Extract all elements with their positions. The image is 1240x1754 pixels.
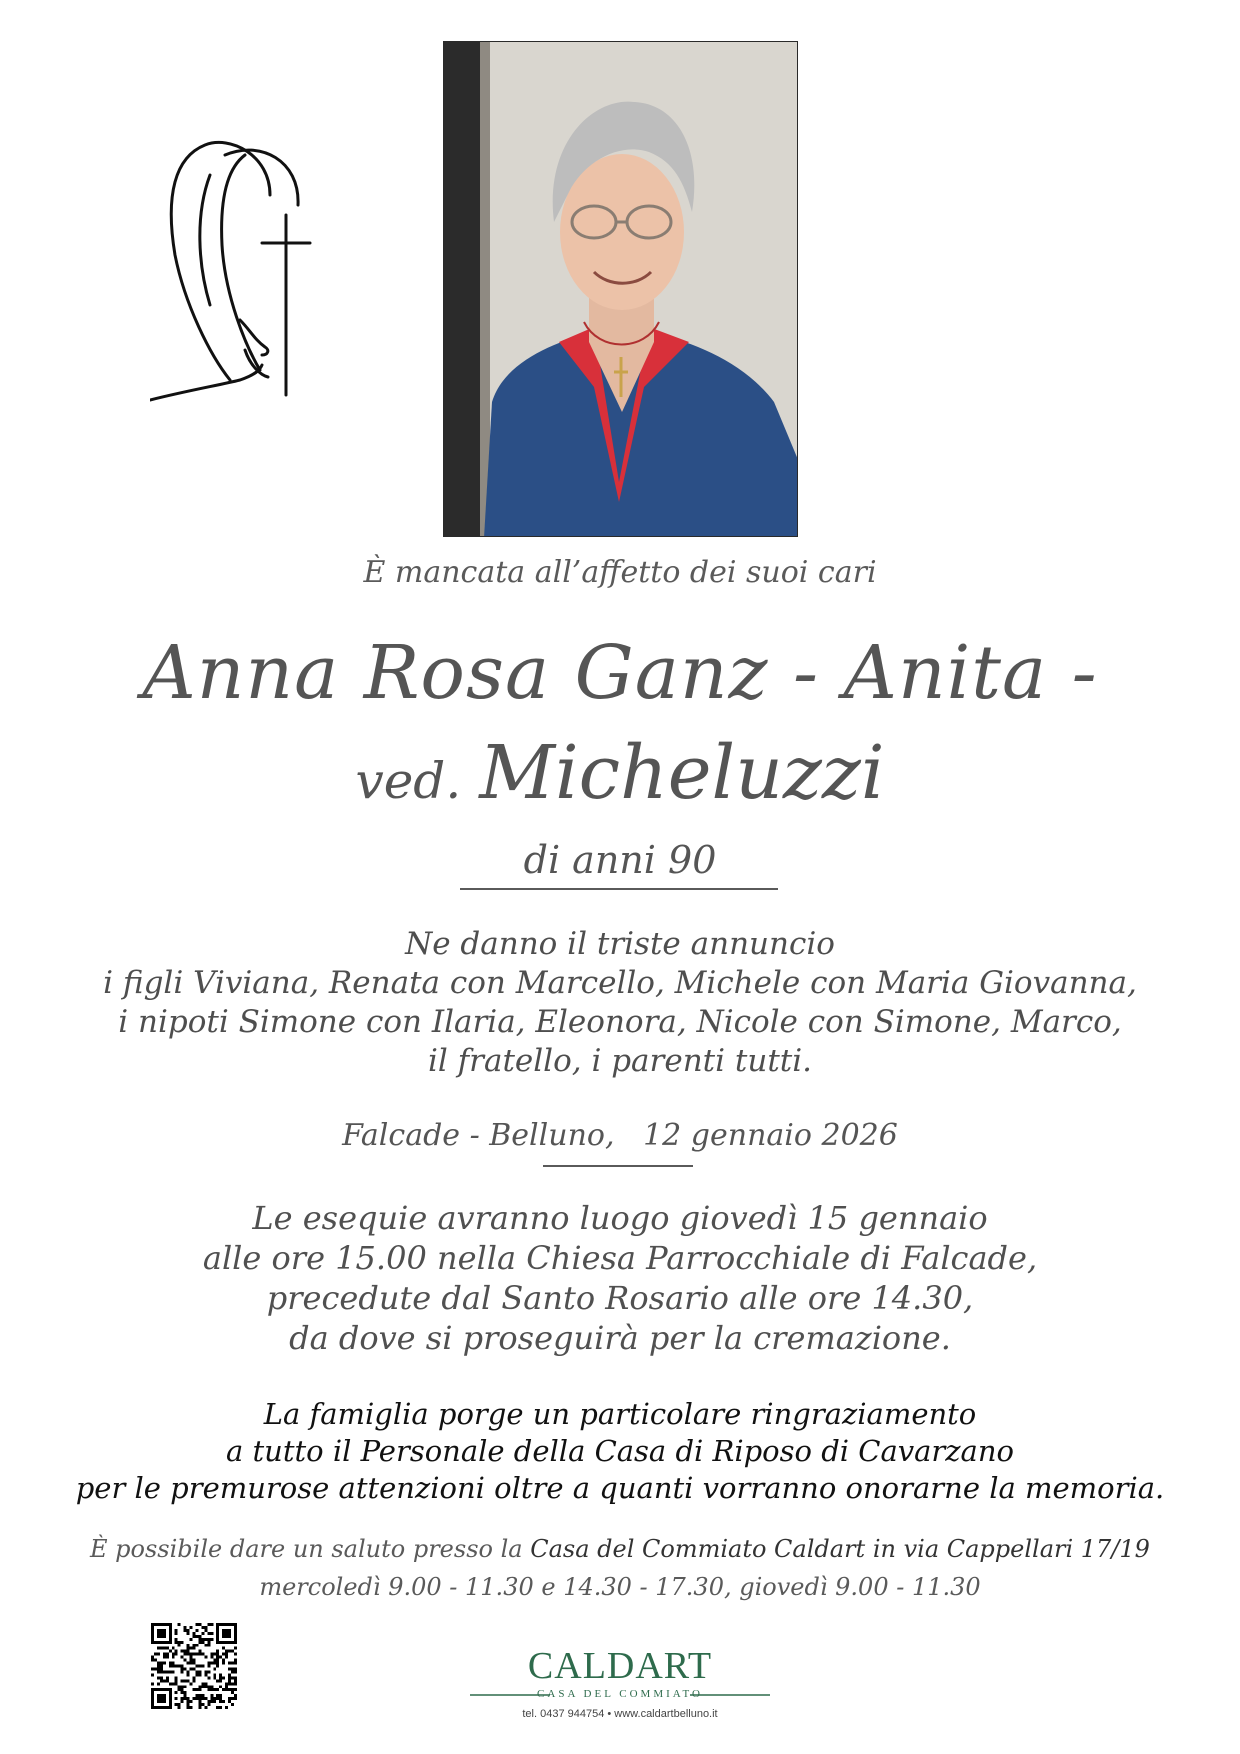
place-date: Falcade - Belluno, 12 gennaio 2026 bbox=[342, 1118, 898, 1153]
announcement-line: i nipoti Simone con Ilaria, Eleonora, Nicole con Simone, Marco, bbox=[118, 1004, 1122, 1040]
madonna-cross-icon bbox=[150, 135, 330, 455]
visit-hours: mercoledì 9.00 - 11.30 e 14.30 - 17.30, giovedì 9.00 - 11.30 bbox=[259, 1573, 981, 1601]
visit-place: Casa del Commiato Caldart in via Cappellari 17/19 bbox=[530, 1535, 1150, 1563]
funeral-line: precedute dal Santo Rosario alle ore 14.30, bbox=[266, 1279, 974, 1317]
thanks-line: a tutto il Personale della Casa di Riposo di Cavarzano bbox=[226, 1434, 1014, 1468]
announcement-line: il fratello, i parenti tutti. bbox=[427, 1043, 813, 1079]
visit-intro: È possibile dare un saluto presso la bbox=[90, 1535, 531, 1563]
divider-age bbox=[460, 888, 778, 890]
announcement-line: i figli Viviana, Renata con Marcello, Michele con Maria Giovanna, bbox=[103, 965, 1137, 1001]
funeral-line: Le esequie avranno luogo giovedì 15 gennaio bbox=[252, 1199, 988, 1237]
thanks-line: La famiglia porge un particolare ringraziamento bbox=[263, 1397, 977, 1431]
deceased-married-name bbox=[0, 730, 1240, 816]
name-prefix: ved. bbox=[355, 752, 462, 810]
married-surname: Micheluzzi bbox=[479, 730, 885, 816]
announcement-line: Ne danno il triste annuncio bbox=[405, 926, 835, 962]
funeral-details bbox=[0, 1198, 1240, 1358]
thanks-line: per le premurose attenzioni oltre a quanti vorranno onorarne la memoria. bbox=[75, 1471, 1165, 1505]
age: di anni 90 bbox=[523, 838, 717, 882]
visit-location-line bbox=[0, 1530, 1240, 1568]
funeral-line: alle ore 15.00 nella Chiesa Parrocchiale di Falcade, bbox=[202, 1239, 1038, 1277]
portrait-photo bbox=[443, 41, 798, 537]
funeral-line: da dove si proseguirà per la cremazione. bbox=[289, 1319, 951, 1357]
intro-line: È mancata all’affetto dei suoi cari bbox=[363, 555, 877, 590]
logo-name: CALDART bbox=[527, 1645, 713, 1687]
divider-date bbox=[543, 1165, 693, 1167]
announcement bbox=[0, 925, 1240, 1081]
visit-info bbox=[0, 1530, 1240, 1606]
logo-subtitle: CASA DEL COMMIATO bbox=[537, 1688, 703, 1700]
deceased-name: Anna Rosa Ganz - Anita - bbox=[142, 630, 1098, 716]
logo-contact: tel. 0437 944754 • www.caldartbelluno.it bbox=[522, 1708, 718, 1720]
thanks-message bbox=[0, 1396, 1240, 1507]
